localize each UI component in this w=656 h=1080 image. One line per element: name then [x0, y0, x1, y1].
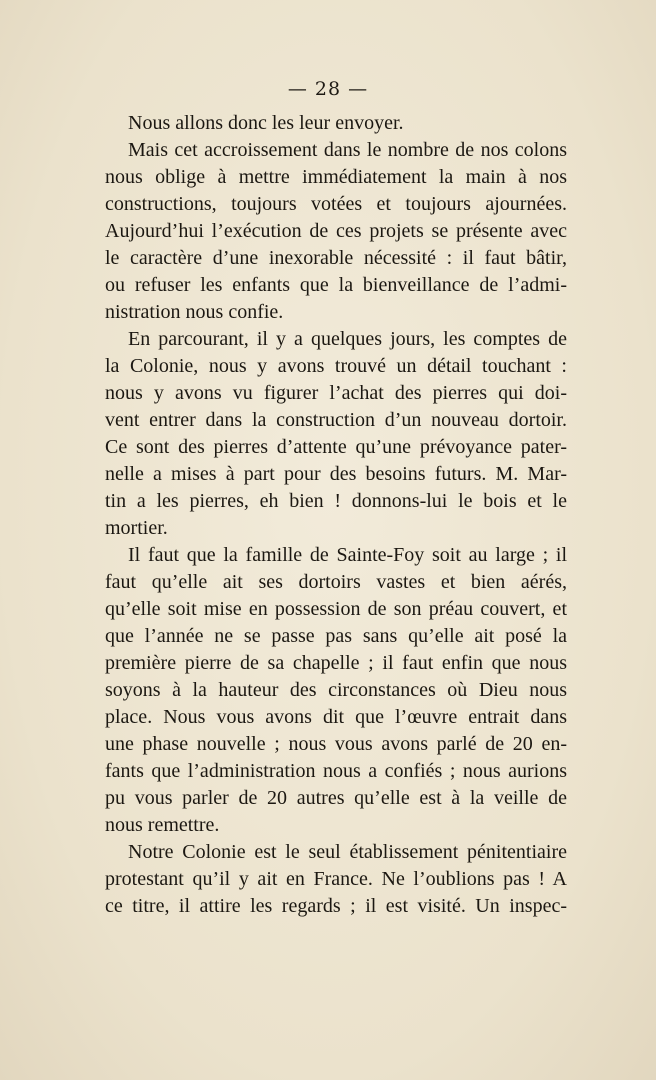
text-line: que l’année ne se passe pas sans qu’elle ait posé la [105, 625, 567, 647]
text-line: première pierre de sa chapelle ; il faut enfin que nous [105, 652, 567, 674]
page-number: — 28 — [287, 78, 369, 100]
text-line: tin a les pierres, eh bien ! donnons-lui le bois et le [105, 490, 567, 512]
text-line: soyons à la hauteur des circonstances où Dieu nous [105, 679, 567, 701]
text-line: nistration nous confie. [105, 301, 284, 323]
text-line: nous remettre. [105, 814, 220, 836]
text-line: place. Nous vous avons dit que l’œuvre entrait dans [105, 706, 567, 728]
text-line: nous oblige à mettre immédiatement la main à nos [105, 166, 567, 188]
text-line: mortier. [105, 517, 168, 539]
text-line: Ce sont des pierres d’attente qu’une prévoyance pater- [105, 436, 567, 458]
text-line: la Colonie, nous y avons trouvé un détail touchant : [105, 355, 567, 377]
text-line: protestant qu’il y ait en France. Ne l’oublions pas ! A [105, 868, 567, 890]
text-line: Notre Colonie est le seul établissement pénitentiaire [128, 841, 567, 863]
text-line: faut qu’elle ait ses dortoirs vastes et bien aérés, [105, 571, 567, 593]
text-line: vent entrer dans la construction d’un nouveau dortoir. [105, 409, 567, 431]
text-line: qu’elle soit mise en possession de son préau couvert, et [105, 598, 567, 620]
text-line: Aujourd’hui l’exécution de ces projets se présente avec [105, 220, 567, 242]
text-line: une phase nouvelle ; nous vous avons parlé de 20 en- [105, 733, 567, 755]
text-line: constructions, toujours votées et toujours ajournées. [105, 193, 567, 215]
text-line: le caractère d’une inexorable nécessité : il faut bâtir, [105, 247, 567, 269]
text-line: ou refuser les enfants que la bienveillance de l’admi- [105, 274, 567, 296]
body-text [105, 110, 567, 920]
text-line: ce titre, il attire les regards ; il est visité. Un inspec- [105, 895, 567, 917]
text-line: fants que l’administration nous a confiés ; nous aurions [105, 760, 567, 782]
text-line: En parcourant, il y a quelques jours, les comptes de [128, 328, 567, 350]
text-line: pu vous parler de 20 autres qu’elle est à la veille de [105, 787, 567, 809]
text-line: Mais cet accroissement dans le nombre de nos colons [128, 139, 567, 161]
text-line: nelle a mises à part pour des besoins futurs. M. Mar- [105, 463, 567, 485]
text-line: nous y avons vu figurer l’achat des pierres qui doi- [105, 382, 567, 404]
text-line: Il faut que la famille de Sainte-Foy soit au large ; il [128, 544, 567, 566]
text-line: Nous allons donc les leur envoyer. [128, 112, 404, 134]
